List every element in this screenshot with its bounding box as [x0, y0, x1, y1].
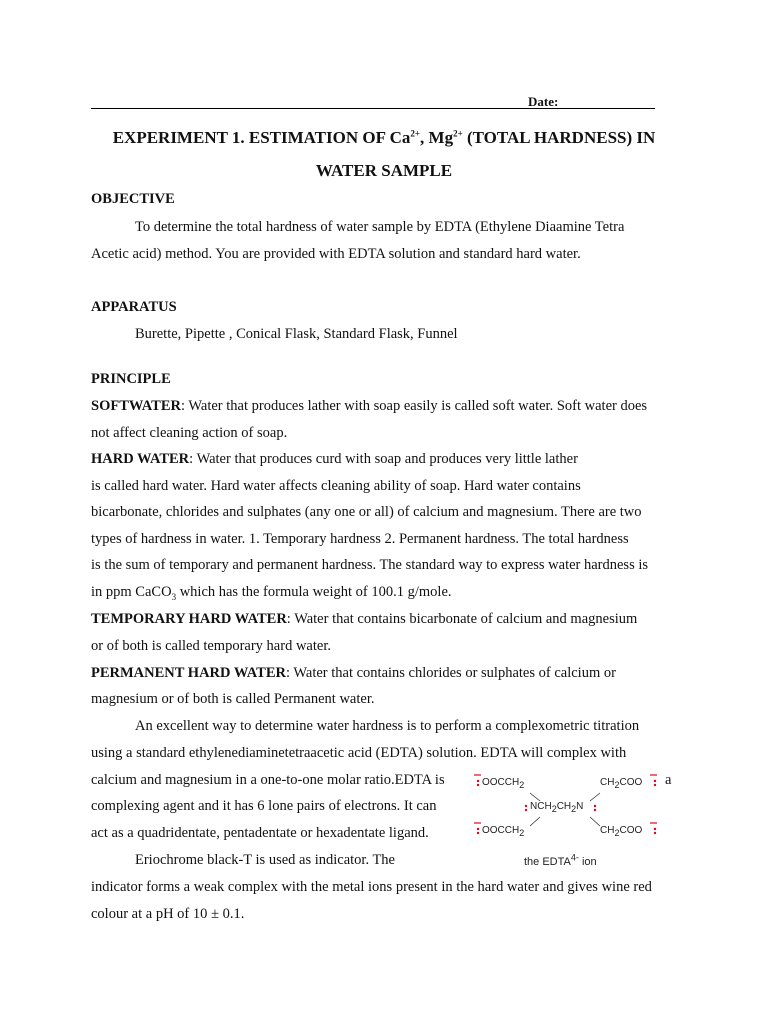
lone-pair-dot [594, 805, 596, 807]
lone-pair-dot [654, 832, 656, 834]
lone-pair-dot [477, 780, 479, 782]
lone-pair-dot [477, 828, 479, 830]
indicator-paragraph: colour at a pH of 10 ± 0.1. [91, 906, 245, 922]
hardwater-term: HARD WATER [91, 451, 190, 467]
permanent-hardwater-definition: magnesium or of both is called Permanent water. [91, 691, 375, 707]
edta-paragraph: An excellent way to determine water hardness is to perform a complexometric titration [135, 718, 640, 734]
apparatus-text: Burette, Pipette , Conical Flask, Standard Flask, Funnel [135, 326, 458, 342]
edta-center-chain: $NCH_2CH_2N$ [530, 801, 584, 814]
edta-paragraph: complexing agent and it has 6 lone pairs of electrons. It can [91, 798, 437, 814]
date-label: Date: [528, 94, 559, 109]
temporary-hardwater-definition: or of both is called temporary hard water. [91, 638, 331, 654]
page-title: EXPERIMENT 1. ESTIMATION OF $Ca^{2+}$, $Mg^{2+}$ (TOTAL HARDNESS) IN [112, 128, 656, 147]
edta-structure-figure [472, 770, 662, 874]
objective-text: Acetic acid) method. You are provided with EDTA solution and standard hard water. [91, 246, 581, 262]
hardwater-definition: is the sum of temporary and permanent hardness. The standard way to express water hardness is [91, 557, 649, 573]
lone-pair-dot [654, 828, 656, 830]
lone-pair-dot [654, 784, 656, 786]
permanent-hardwater-term: PERMANENT HARD WATER [91, 665, 286, 681]
hardwater-definition: in ppm CaCO$_3$ which has the formula weight of 100.1 g/mole. [91, 584, 452, 602]
hardwater-definition: HARD WATER: Water that produces curd with soap and produces very little lather [91, 451, 578, 467]
apparatus-heading: APPARATUS [91, 299, 177, 315]
edta-paragraph: calcium and magnesium in a one-to-one molar ratio.EDTA is [91, 772, 445, 788]
indicator-paragraph: indicator forms a weak complex with the metal ions present in the hard water and gives wine red [91, 879, 652, 895]
permanent-hardwater-definition: PERMANENT HARD WATER: Water that contains chlorides or sulphates of calcium or [91, 665, 616, 681]
temporary-hardwater-term: TEMPORARY HARD WATER [91, 611, 287, 627]
softwater-definition: SOFTWATER: Water that produces lather with soap easily is called soft water. Soft water does [91, 398, 648, 414]
edta-paragraph: act as a quadridentate, pentadentate or hexadentate ligand. [91, 825, 429, 841]
temporary-hardwater-definition: TEMPORARY HARD WATER: Water that contains bicarbonate of calcium and magnesium [91, 611, 638, 627]
principle-heading: PRINCIPLE [91, 371, 171, 387]
edta-bottom-right-group: $CH_2COO$ [600, 825, 643, 838]
objective-heading: OBJECTIVE [91, 191, 175, 207]
objective-text: To determine the total hardness of water sample by EDTA (Ethylene Diaamine Tetra [135, 219, 625, 235]
softwater-definition: not affect cleaning action of soap. [91, 425, 288, 441]
lone-pair-dot [654, 780, 656, 782]
page-title-line2: WATER SAMPLE [315, 161, 453, 180]
hardwater-definition: is called hard water. Hard water affects cleaning ability of soap. Hard water contains [91, 478, 581, 494]
edta-paragraph-end: a [665, 772, 672, 788]
edta-bottom-left-group: $OOCCH_2$ [482, 825, 525, 838]
lone-pair-dot [525, 805, 527, 807]
lone-pair-dot [525, 809, 527, 811]
softwater-term: SOFTWATER [91, 398, 181, 414]
edta-top-left-group: $OOCCH_2$ [482, 777, 525, 790]
hardwater-definition: types of hardness in water. 1. Temporary hardness 2. Permanent hardness. The total hardness [91, 531, 629, 547]
edta-top-right-group: $CH_2COO$ [600, 777, 643, 790]
hardwater-definition: bicarbonate, chlorides and sulphates (any one or all) of calcium and magnesium. There are two [91, 504, 642, 520]
indicator-paragraph: Eriochrome black-T is used as indicator. The [135, 852, 395, 868]
date-blank [567, 108, 655, 109]
edta-figure-caption: the $EDTA^{4-}$ ion [524, 852, 597, 868]
lone-pair-dot [477, 784, 479, 786]
lone-pair-dot [594, 809, 596, 811]
edta-paragraph: using a standard ethylenediaminetetraacetic acid (EDTA) solution. EDTA will complex with [91, 745, 627, 761]
lone-pair-dot [477, 832, 479, 834]
